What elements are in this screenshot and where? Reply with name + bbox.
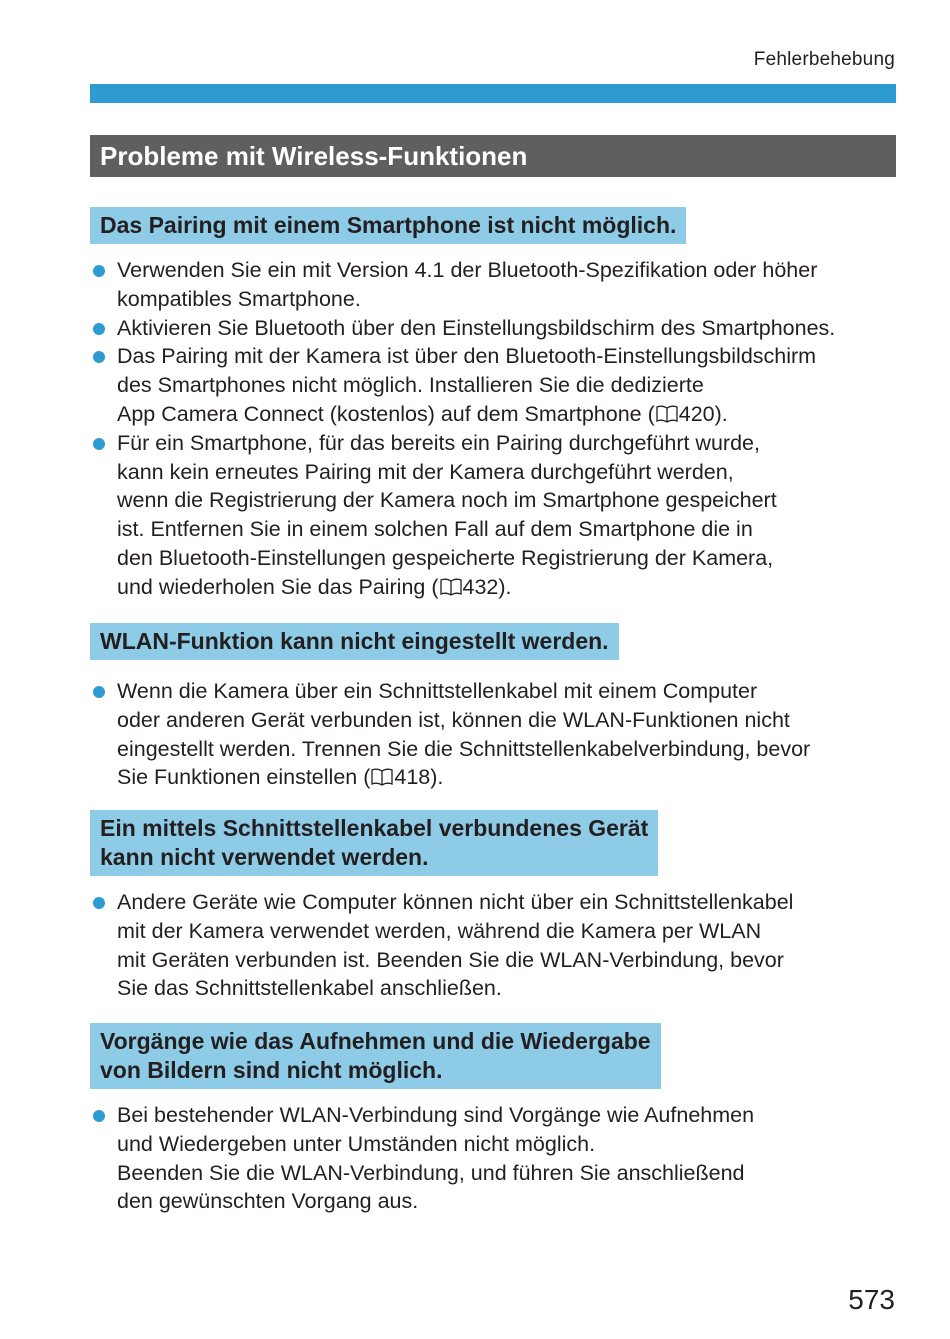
section-operations — [90, 1023, 900, 1216]
bullet-text: Bei bestehender WLAN-Verbindung sind Vorgänge wie Aufnehmen und Wiedergeben unter Umständen nicht möglich. Beenden Sie die WLAN-Verbindung, und führen Sie anschließend den gewünschten Vorgang aus. — [117, 1103, 755, 1214]
bullet-dot — [93, 686, 105, 698]
page-reference-number[interactable]: 432 — [462, 574, 499, 599]
bullet-item — [90, 677, 900, 792]
subheading-wlan: WLAN-Funktion kann nicht eingestellt werden. — [90, 623, 619, 660]
bullet-item — [90, 429, 900, 602]
bullet-dot — [93, 351, 105, 363]
bullet-dot — [93, 438, 105, 450]
bullet-text: Wenn die Kamera über ein Schnittstellenkabel mit einem Computer oder anderen Gerät verbunden ist, können die WLAN-Funktionen nicht eingestellt werden. Trennen Sie die Schnittstellenkabelverbindung, bevor Sie Funktionen einstellen ( — [117, 679, 811, 790]
header-color-bar — [90, 84, 896, 103]
bullet-dot — [93, 1110, 105, 1122]
bullet-text: Für ein Smartphone, für das bereits ein Pairing durchgeführt wurde, kann kein erneutes Pairing mit der Kamera durchgeführt werden, wenn die Registrierung der Kamera noch im Smartphone gespeichert ist. Entfernen Sie in einem solchen Fall auf dem Smartphone die in den Bluetooth-Einstellungen gespeicherte Registrierung der Kamera, und wiederholen Sie das Pairing ( — [117, 430, 777, 599]
running-head: Fehlerbehebung — [753, 49, 895, 70]
bullet-list-operations — [90, 1101, 900, 1216]
page-reference-number[interactable]: 418 — [394, 765, 431, 790]
bullet-text: Aktivieren Sie Bluetooth über den Einstellungsbildschirm des Smartphones. — [117, 315, 836, 340]
bullet-item — [90, 256, 900, 314]
subheading-operations: Vorgänge wie das Aufnehmen und die Wiedergabe von Bildern sind nicht möglich. — [90, 1023, 661, 1089]
section-title: Probleme mit Wireless-Funktionen — [90, 135, 896, 177]
page-reference-icon — [656, 402, 678, 420]
bullet-dot — [93, 897, 105, 909]
bullet-text: Das Pairing mit der Kamera ist über den Bluetooth-Einstellungsbildschirm des Smartphones nicht möglich. Installieren Sie die dedizierte App Camera Connect (kostenlos) auf dem Smartphone ( — [117, 344, 817, 426]
bullet-list-cable — [90, 888, 900, 1003]
reference-closing: ). — [498, 574, 512, 599]
bullet-dot — [93, 265, 105, 277]
reference-closing: ). — [714, 401, 728, 426]
bullet-list-pairing — [90, 256, 900, 602]
bullet-dot — [93, 323, 105, 335]
subheading-pairing: Das Pairing mit einem Smartphone ist nicht möglich. — [90, 207, 686, 244]
bullet-list-wlan — [90, 677, 900, 792]
bullet-item — [90, 342, 900, 428]
section-pairing — [90, 207, 900, 602]
bullet-text: Andere Geräte wie Computer können nicht über ein Schnittstellenkabel mit der Kamera verwendet werden, während die Kamera per WLAN mit Geräten verbunden ist. Beenden Sie die WLAN-Verbindung, bevor Sie das Schnittstellenkabel anschließen. — [117, 890, 794, 1001]
page-reference-icon — [440, 575, 462, 593]
subheading-cable: Ein mittels Schnittstellenkabel verbundenes Gerät kann nicht verwendet werden. — [90, 810, 658, 876]
bullet-item — [90, 314, 900, 343]
page-reference-icon — [371, 765, 393, 783]
bullet-item — [90, 888, 900, 1003]
reference-closing: ). — [430, 765, 444, 790]
bullet-text: Verwenden Sie ein mit Version 4.1 der Bluetooth-Spezifikation oder höher kompatibles Smartphone. — [117, 258, 818, 311]
page-reference-number[interactable]: 420 — [678, 401, 715, 426]
section-cable — [90, 810, 900, 1003]
section-wlan — [90, 623, 900, 792]
bullet-item — [90, 1101, 900, 1216]
page-number: 573 — [848, 1284, 895, 1315]
